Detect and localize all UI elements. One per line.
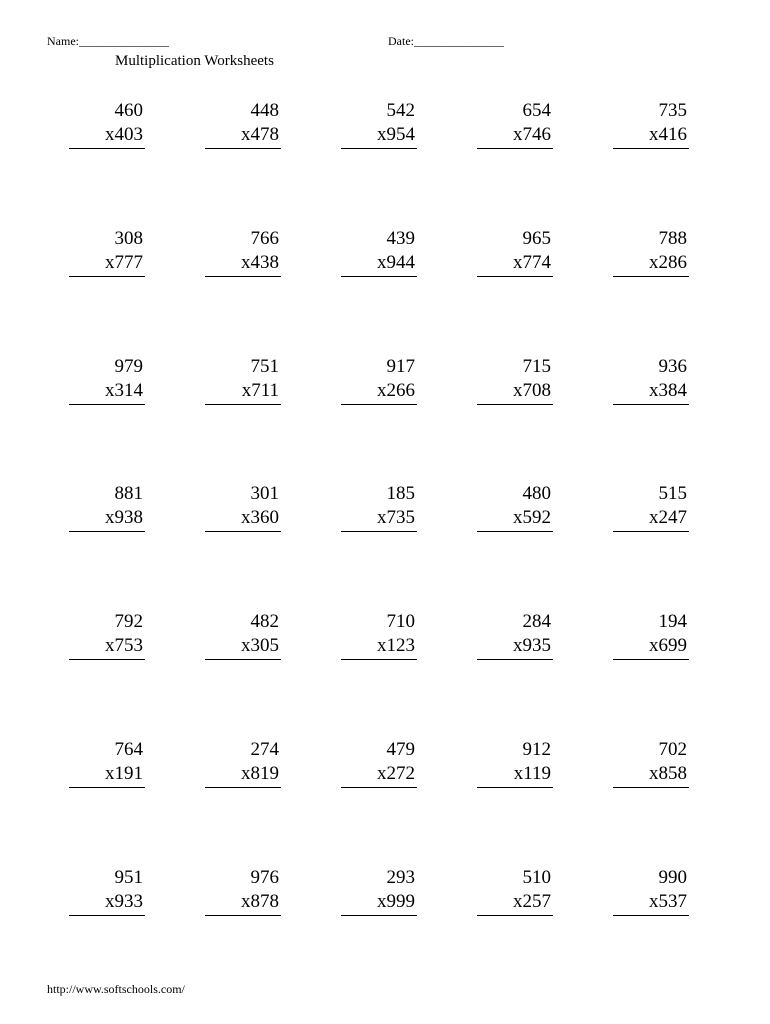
answer-line: [69, 659, 145, 660]
answer-line: [613, 915, 689, 916]
multiplicand: 654: [522, 100, 551, 121]
multiplication-problem: [453, 611, 553, 671]
multiplicand: 751: [250, 356, 279, 377]
multiplication-problem: [181, 739, 281, 799]
multiplication-problem: [181, 100, 281, 160]
multiplier: x360: [241, 507, 279, 528]
multiplication-problem: [589, 356, 689, 416]
multiplicand: 274: [250, 739, 279, 760]
multiplier: x774: [513, 252, 551, 273]
multiplicand: 185: [386, 483, 415, 504]
date-field-label: Date:_______________: [388, 34, 504, 48]
answer-line: [613, 659, 689, 660]
multiplier: x735: [377, 507, 415, 528]
multiplication-problem: [453, 228, 553, 288]
multiplier: x999: [377, 891, 415, 912]
multiplicand: 480: [522, 483, 551, 504]
multiplicand: 715: [522, 356, 551, 377]
answer-line: [477, 531, 553, 532]
answer-line: [205, 404, 281, 405]
multiplier: x935: [513, 635, 551, 656]
multiplication-problem: [589, 100, 689, 160]
multiplicand: 460: [114, 100, 143, 121]
multiplier: x858: [649, 763, 687, 784]
answer-line: [69, 787, 145, 788]
multiplicand: 194: [658, 611, 687, 632]
multiplicand: 515: [658, 483, 687, 504]
multiplication-problem: [317, 228, 417, 288]
multiplier: x944: [377, 252, 415, 273]
multiplication-problem: [453, 356, 553, 416]
multiplication-problem: [45, 867, 145, 927]
multiplicand: 710: [386, 611, 415, 632]
multiplicand: 917: [386, 356, 415, 377]
answer-line: [69, 404, 145, 405]
multiplier: x711: [241, 380, 279, 401]
multiplicand: 735: [658, 100, 687, 121]
multiplicand: 482: [250, 611, 279, 632]
multiplier: x314: [105, 380, 143, 401]
worksheet-title: Multiplication Worksheets: [115, 53, 274, 69]
multiplication-problem: [181, 483, 281, 543]
multiplier: x878: [241, 891, 279, 912]
multiplication-problem: [45, 483, 145, 543]
multiplication-problem: [45, 100, 145, 160]
multiplication-problem: [181, 356, 281, 416]
multiplier: x592: [513, 507, 551, 528]
multiplication-problem: [45, 228, 145, 288]
multiplicand: 293: [386, 867, 415, 888]
multiplication-problem: [453, 483, 553, 543]
answer-line: [205, 915, 281, 916]
multiplication-problem: [589, 611, 689, 671]
multiplicand: 965: [522, 228, 551, 249]
answer-line: [341, 404, 417, 405]
answer-line: [613, 276, 689, 277]
multiplicand: 766: [250, 228, 279, 249]
multiplicand: 479: [386, 739, 415, 760]
multiplier: x123: [377, 635, 415, 656]
multiplication-problem: [589, 483, 689, 543]
answer-line: [341, 787, 417, 788]
answer-line: [613, 404, 689, 405]
multiplier: x933: [105, 891, 143, 912]
multiplication-problem: [181, 611, 281, 671]
multiplier: x416: [649, 124, 687, 145]
multiplier: x708: [513, 380, 551, 401]
answer-line: [69, 276, 145, 277]
multiplier: x938: [105, 507, 143, 528]
multiplier: x777: [105, 252, 143, 273]
answer-line: [477, 915, 553, 916]
answer-line: [477, 276, 553, 277]
multiplier: x746: [513, 124, 551, 145]
multiplicand: 912: [522, 739, 551, 760]
answer-line: [205, 276, 281, 277]
multiplier: x384: [649, 380, 687, 401]
answer-line: [341, 915, 417, 916]
multiplication-problem: [45, 739, 145, 799]
multiplication-problem: [181, 228, 281, 288]
multiplicand: 792: [114, 611, 143, 632]
multiplier: x699: [649, 635, 687, 656]
multiplicand: 881: [114, 483, 143, 504]
multiplication-problem: [589, 867, 689, 927]
multiplier: x954: [377, 124, 415, 145]
answer-line: [341, 276, 417, 277]
footer-url: http://www.softschools.com/: [47, 982, 185, 996]
multiplication-problem: [589, 739, 689, 799]
answer-line: [205, 787, 281, 788]
multiplier: x819: [241, 763, 279, 784]
answer-line: [69, 148, 145, 149]
multiplication-problem: [589, 228, 689, 288]
multiplication-problem: [317, 100, 417, 160]
multiplicand: 510: [522, 867, 551, 888]
answer-line: [205, 531, 281, 532]
name-field-label: Name:_______________: [47, 34, 169, 48]
multiplicand: 439: [386, 228, 415, 249]
answer-line: [205, 148, 281, 149]
multiplicand: 979: [114, 356, 143, 377]
multiplication-problem: [317, 611, 417, 671]
multiplicand: 764: [114, 739, 143, 760]
answer-line: [341, 531, 417, 532]
answer-line: [613, 787, 689, 788]
multiplier: x403: [105, 124, 143, 145]
multiplicand: 448: [250, 100, 279, 121]
multiplier: x266: [377, 380, 415, 401]
multiplier: x305: [241, 635, 279, 656]
multiplier: x191: [105, 763, 143, 784]
multiplier: x286: [649, 252, 687, 273]
multiplicand: 702: [658, 739, 687, 760]
answer-line: [477, 787, 553, 788]
multiplication-problem: [181, 867, 281, 927]
answer-line: [341, 659, 417, 660]
answer-line: [205, 659, 281, 660]
multiplicand: 951: [114, 867, 143, 888]
answer-line: [477, 659, 553, 660]
multiplicand: 990: [658, 867, 687, 888]
multiplier: x438: [241, 252, 279, 273]
multiplication-problem: [453, 100, 553, 160]
answer-line: [613, 148, 689, 149]
multiplier: x119: [513, 763, 551, 784]
multiplier: x478: [241, 124, 279, 145]
answer-line: [477, 404, 553, 405]
multiplication-problem: [45, 356, 145, 416]
multiplicand: 936: [658, 356, 687, 377]
multiplication-problem: [45, 611, 145, 671]
multiplier: x247: [649, 507, 687, 528]
multiplication-problem: [317, 483, 417, 543]
multiplier: x272: [377, 763, 415, 784]
multiplicand: 301: [250, 483, 279, 504]
multiplication-problem: [453, 867, 553, 927]
multiplication-problem: [317, 867, 417, 927]
multiplicand: 284: [522, 611, 551, 632]
answer-line: [69, 915, 145, 916]
answer-line: [613, 531, 689, 532]
answer-line: [477, 148, 553, 149]
multiplier: x537: [649, 891, 687, 912]
answer-line: [69, 531, 145, 532]
multiplicand: 976: [250, 867, 279, 888]
multiplicand: 542: [386, 100, 415, 121]
multiplication-problem: [453, 739, 553, 799]
multiplication-problem: [317, 739, 417, 799]
multiplicand: 788: [658, 228, 687, 249]
multiplier: x257: [513, 891, 551, 912]
multiplicand: 308: [114, 228, 143, 249]
answer-line: [341, 148, 417, 149]
multiplication-problem: [317, 356, 417, 416]
multiplier: x753: [105, 635, 143, 656]
